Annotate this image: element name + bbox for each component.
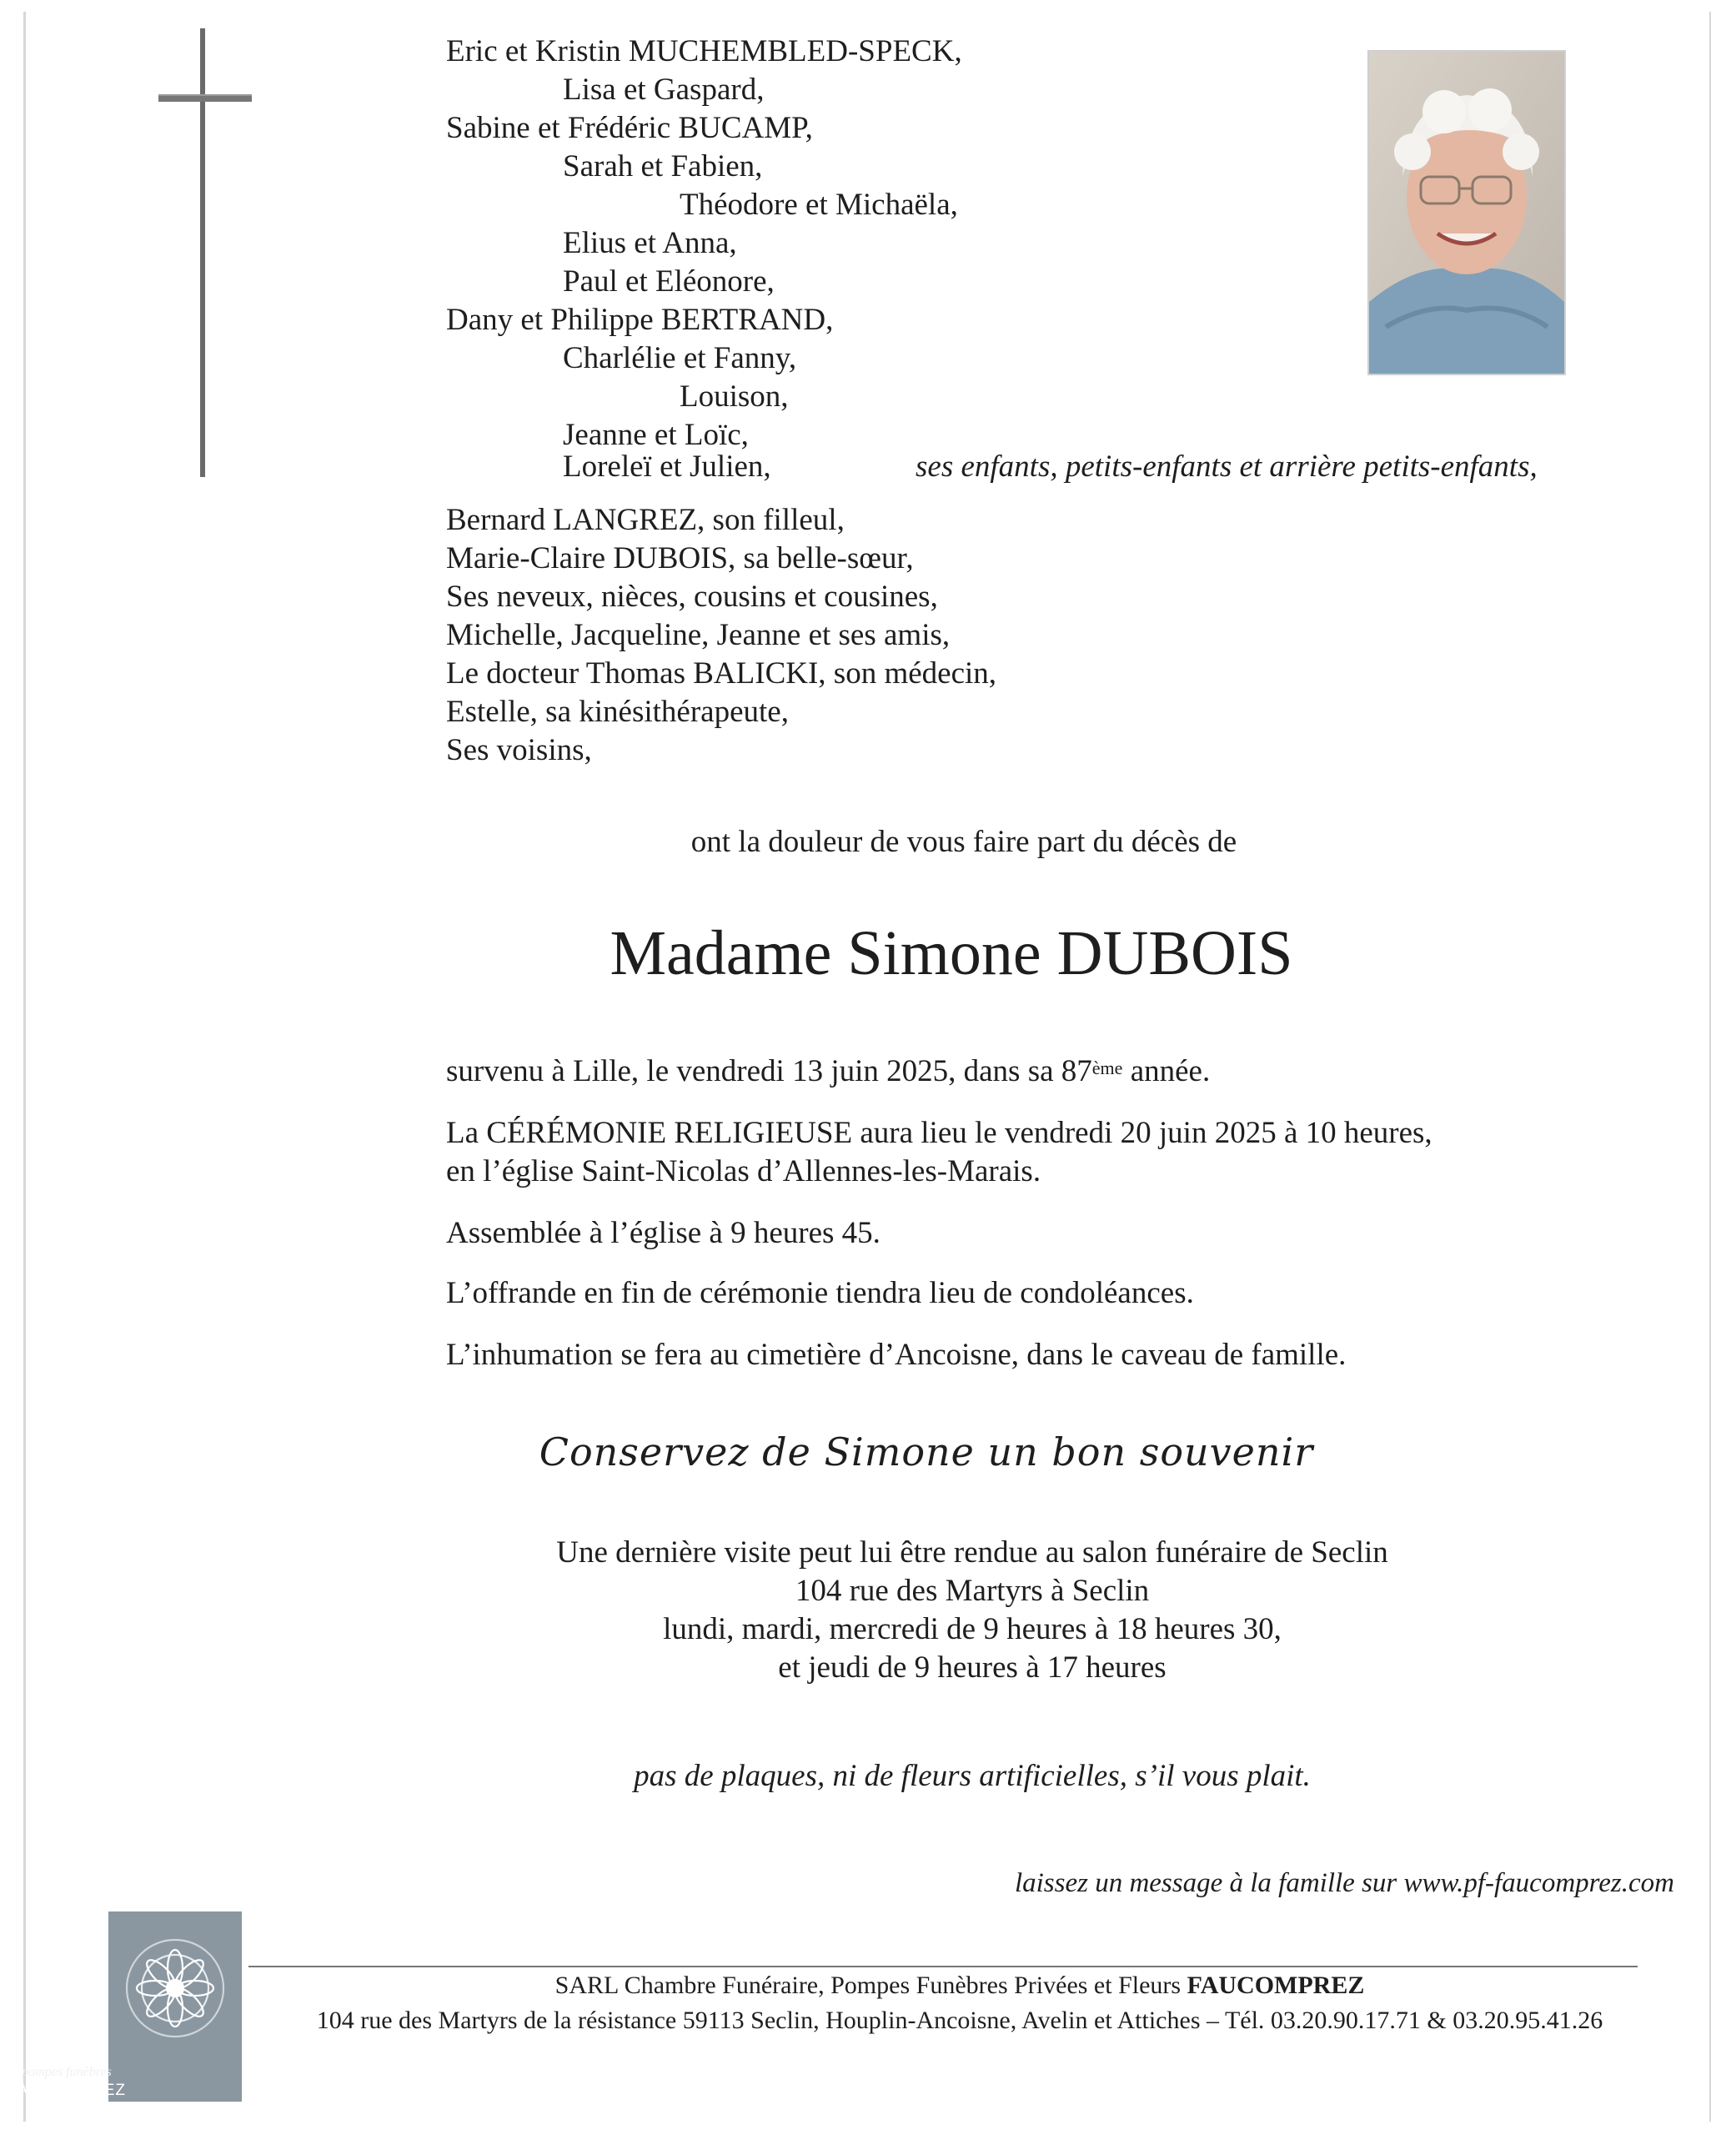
footer-company-line [0,1972,1736,2000]
death-details [446,1052,1210,1091]
no-plaques-note: pas de plaques, ni de fleurs artificielles, s’il vous plait. [634,1759,1311,1793]
family-line-3: Sabine et Frédéric BUCAMP, [446,111,813,145]
other-line-3: Ses neveux, nièces, cousins et cousines, [446,580,938,614]
logo-text-pompes: pompes funèbres [22,2065,112,2079]
burial-text: L’inhumation se fera au cimetière d’Ancoisne, dans le caveau de famille. [446,1338,1347,1372]
family-line-7: Paul et Eléonore, [563,264,775,299]
offering-text: L’offrande en fin de cérémonie tiendra lieu de condoléances. [446,1276,1194,1310]
memory-phrase: Conservez de Simone un bon souvenir [539,1429,1314,1474]
visit-line-2: 104 rue des Martyrs à Seclin [795,1574,1150,1608]
logo-text-brand: FAUCOMPREZ [8,2082,126,2099]
family-line-1: Eric et Kristin MUCHEMBLED-SPECK, [446,34,962,68]
family-line-5: Théodore et Michaëla, [680,188,958,222]
assembly-text: Assemblée à l’église à 9 heures 45. [446,1216,881,1250]
other-line-4: Michelle, Jacqueline, Jeanne et ses amis, [446,618,951,652]
footer-company-prefix: SARL Chambre Funéraire, Pompes Funèbres Privées et Fleurs [554,1972,1187,1999]
ceremony-line-2: en l’église Saint-Nicolas d’Allennes-les-Marais. [446,1154,1041,1188]
portrait-photo [1367,50,1566,375]
family-line-2: Lisa et Gaspard, [563,73,765,107]
visit-line-1: Une dernière visite peut lui être rendue au salon funéraire de Seclin [556,1535,1388,1570]
other-line-1: Bernard LANGREZ, son filleul, [446,503,845,537]
family-line-6: Elius et Anna, [563,226,737,260]
message-link-text: laissez un message à la famille sur www.pf-faucomprez.com [1014,1868,1674,1898]
visit-line-4: et jeudi de 9 heures à 17 heures [778,1650,1167,1685]
ceremony-line-1: La CÉRÉMONIE RELIGIEUSE aura lieu le vendredi 20 juin 2025 à 10 heures, [446,1116,1432,1150]
announcement: ont la douleur de vous faire part du décès de [690,825,1237,859]
family-relation: ses enfants, petits-enfants et arrière petits-enfants, [916,450,1538,484]
footer-company-brand: FAUCOMPREZ [1187,1972,1365,1999]
other-line-5: Le docteur Thomas BALICKI, son médecin, [446,656,997,691]
visit-line-3: lundi, mardi, mercredi de 9 heures à 18 heures 30, [663,1612,1282,1646]
family-line-12: Loreleï et Julien, [563,450,771,484]
footer-divider [248,1966,1638,1967]
death-text: survenu à Lille, le vendredi 13 juin 2025, dans sa 87 [446,1054,1092,1088]
death-after: année. [1122,1054,1211,1088]
other-line-2: Marie-Claire DUBOIS, sa belle-sœur, [446,541,914,575]
family-line-10: Louison, [680,379,789,414]
other-line-7: Ses voisins, [446,733,592,767]
family-line-9: Charlélie et Fanny, [563,341,797,375]
deceased-name: Madame Simone DUBOIS [610,918,1293,988]
death-ordinal: ème [1091,1057,1123,1078]
footer-address-line: 104 rue des Martyrs de la résistance 59113 Seclin, Houplin-Ancoisne, Avelin et Attiches – Tél. 03.20.90.17.71 & 03.20.95.41.26 [316,2007,1603,2034]
family-line-8: Dany et Philippe BERTRAND, [446,303,834,337]
family-line-4: Sarah et Fabien, [563,149,763,183]
family-line-11: Jeanne et Loïc, [563,418,749,452]
other-line-6: Estelle, sa kinésithérapeute, [446,695,789,729]
